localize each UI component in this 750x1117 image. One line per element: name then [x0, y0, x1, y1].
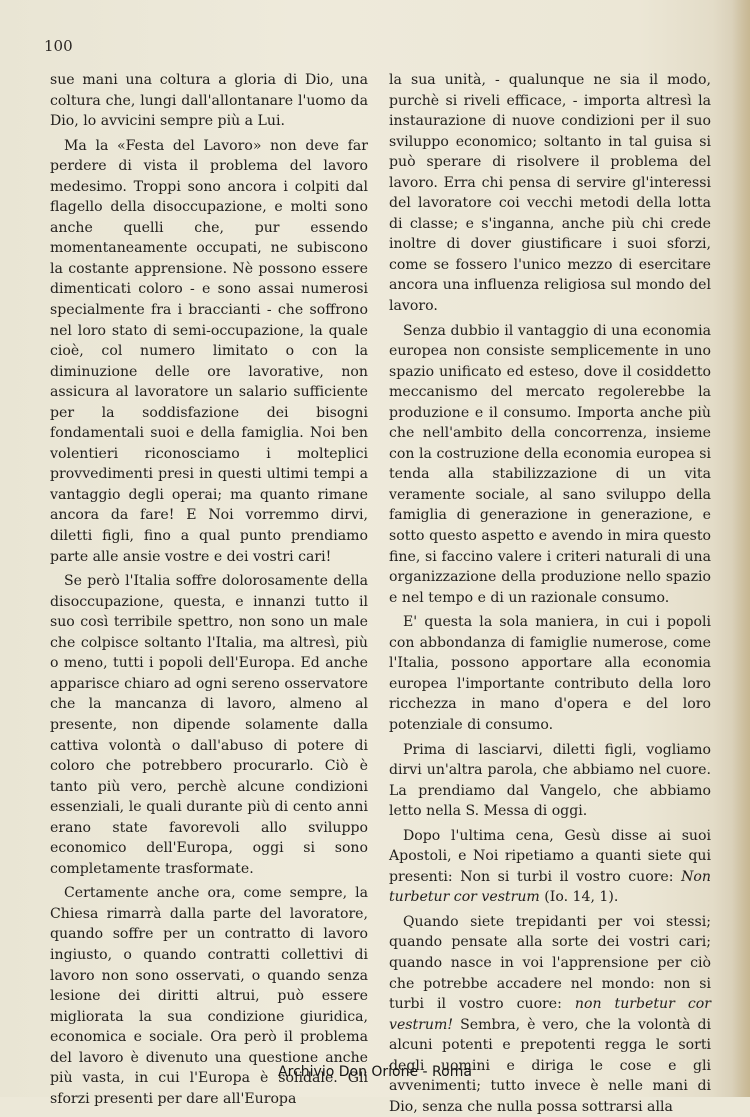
left-paragraph-1: sue mani una coltura a gloria di Dio, una coltura che, lungi dall'allontanare l'uomo da Dio, lo avvicini sempre più a Lui. — [50, 72, 368, 130]
page-number: 100 — [44, 37, 73, 55]
right-paragraph-6-end: Sembra, è vero, che la volontà di alcuni potenti e prepotenti regga le sorti degli uomini e diriga le cose e gli avvenimenti; tutto invece è nelle mani di Dio, senza che nulla possa sottrarsi alla — [389, 1016, 712, 1115]
page-edge-shadow — [732, 0, 750, 1097]
right-paragraph-5-text: Dopo l'ultima cena, Gesù disse ai suoi Apostoli, e Noi ripetiamo a quanti siete qui presenti: Non si turbi il vostro cuore: — [389, 827, 711, 885]
right-paragraph-2: Senza dubbio il vantaggio di una economia europea non consiste semplicemente in uno spazio unificato ed esteso, dove il cosiddetto meccanismo del mercato regolerebbe la produzione e il consumo. Importa anche più che nell'ambito della concorrenza, insieme con la costruzione della economia europea si tenda alla stabilizzazione di un vita veramente sociale, al sano sviluppo della famiglia di generazione in generazione, e sotto questo aspetto e avendo in mira questo fine, si faccino valere i criteri naturali di una organizzazione della produzione nello spazio e nel tempo e di un razionale consumo. — [389, 322, 711, 606]
archive-footer: Archivio Don Orione - Roma — [278, 1064, 472, 1080]
left-paragraph-2: Ma la «Festa del Lavoro» non deve far perdere di vista il problema del lavoro medesimo. Troppi sono ancora i colpiti dal flagello della disoccupazione, e molti sono anche quelli che, pur essendo momentaneamente occupati, ne subiscono la costante apprensione. Nè possono essere dimenticati coloro - e sono assai numerosi specialmente fra i braccianti - che soffrono nel loro stato di semi-occupazione, la quale cioè, col numero limitato o con la diminuzione delle ore lavorative, non assicura al lavoratore un salario sufficiente per la soddisfazione dei bisogni fondamentali suoi e della famiglia. Noi ben volentieri riconosciamo i molteplici provvedimenti presi in questi ultimi tempi a vantaggio degli operai; ma quanto rimane ancora da fare! E Noi vorremmo dirvi, diletti figli, fino a qual punto prendiamo parte alle ansie vostre e dei vostri cari! — [50, 137, 368, 565]
right-paragraph-1: la sua unità, - qualunque ne sia il modo, purchè si riveli efficace, - importa altresì la instaurazione di nuove condizioni per il suo sviluppo economico; soltanto in tal guisa si può sperare di risolvere il problema del lavoro. Erra chi pensa di servire gl'interessi del lavoratore coi vecchi metodi della lotta di classe; e s'inganna, anche più chi crede inoltre di dover giustificare i suoi sforzi, come se fossero l'unico mezzo di esercitare ancora una influenza religiosa sul mondo del lavoro. — [389, 72, 711, 315]
right-paragraph-5 — [389, 826, 711, 908]
left-column — [50, 70, 368, 1109]
left-paragraph-4: Certamente anche ora, come sempre, la Chiesa rimarrà dalla parte del lavoratore, quando soffre per un contratto di lavoro ingiusto, o quando contratti collettivi di lavoro non sono osservati, o quando senza lesione dei diritti altrui, può essere migliorata la sua condizione giuridica, economica e sociale. Ora però il problema del lavoro è divenuto una questione anche più vasta, in cui l'Europa è solidale. Gli sforzi presenti per dare all'Europa — [50, 885, 368, 1107]
latin-quote: Non turbetur cor vestrum — [389, 868, 711, 906]
right-paragraph-4: Prima di lasciarvi, diletti figli, vogliamo dirvi un'altra parola, che abbiamo nel cuore. La prendiamo dal Vangelo, che abbiamo letto nella S. Messa di oggi. — [389, 741, 711, 820]
latin-quote-2: non turbetur cor vestrum! — [389, 996, 711, 1033]
left-paragraph-3: Se però l'Italia soffre dolorosamente della disoccupazione, questa, e innanzi tutto il suo così terribile spettro, non sono un male che colpisce soltanto l'Italia, ma altresì, più o meno, tutti i popoli dell'Europa. Ed anche apparisce chiaro ad ogni sereno osservatore che la mancanza di lavoro, almeno al presente, non dipende solamente dalla cattiva volontà o dall'abuso di potere di coloro che potrebbero procurarlo. Ciò è tanto più vero, perchè alcune condizioni essenziali, le quali durante più di cento anni erano state favorevoli allo sviluppo economico dell'Europa, oggi si sono completamente trasformate. — [50, 573, 368, 877]
right-column — [389, 70, 711, 1117]
scripture-reference: (Io. 14, 1). — [544, 889, 619, 906]
right-paragraph-3: E' questa la sola maniera, in cui i popoli con abbondanza di famiglie numerose, come l'Italia, possono apportare alla economia europea l'importante contributo della loro ricchezza in mano d'opera e del loro potenziale di consumo. — [389, 614, 711, 733]
right-paragraph-6-start: Quando siete trepidanti per voi stessi; quando pensate alla sorte dei vostri cari; quando nasce in voi l'apprensione per ciò che potrebbe accadere nel mondo: non si turbi il vostro cuore: — [389, 913, 711, 1013]
right-paragraph-6 — [389, 912, 711, 1117]
